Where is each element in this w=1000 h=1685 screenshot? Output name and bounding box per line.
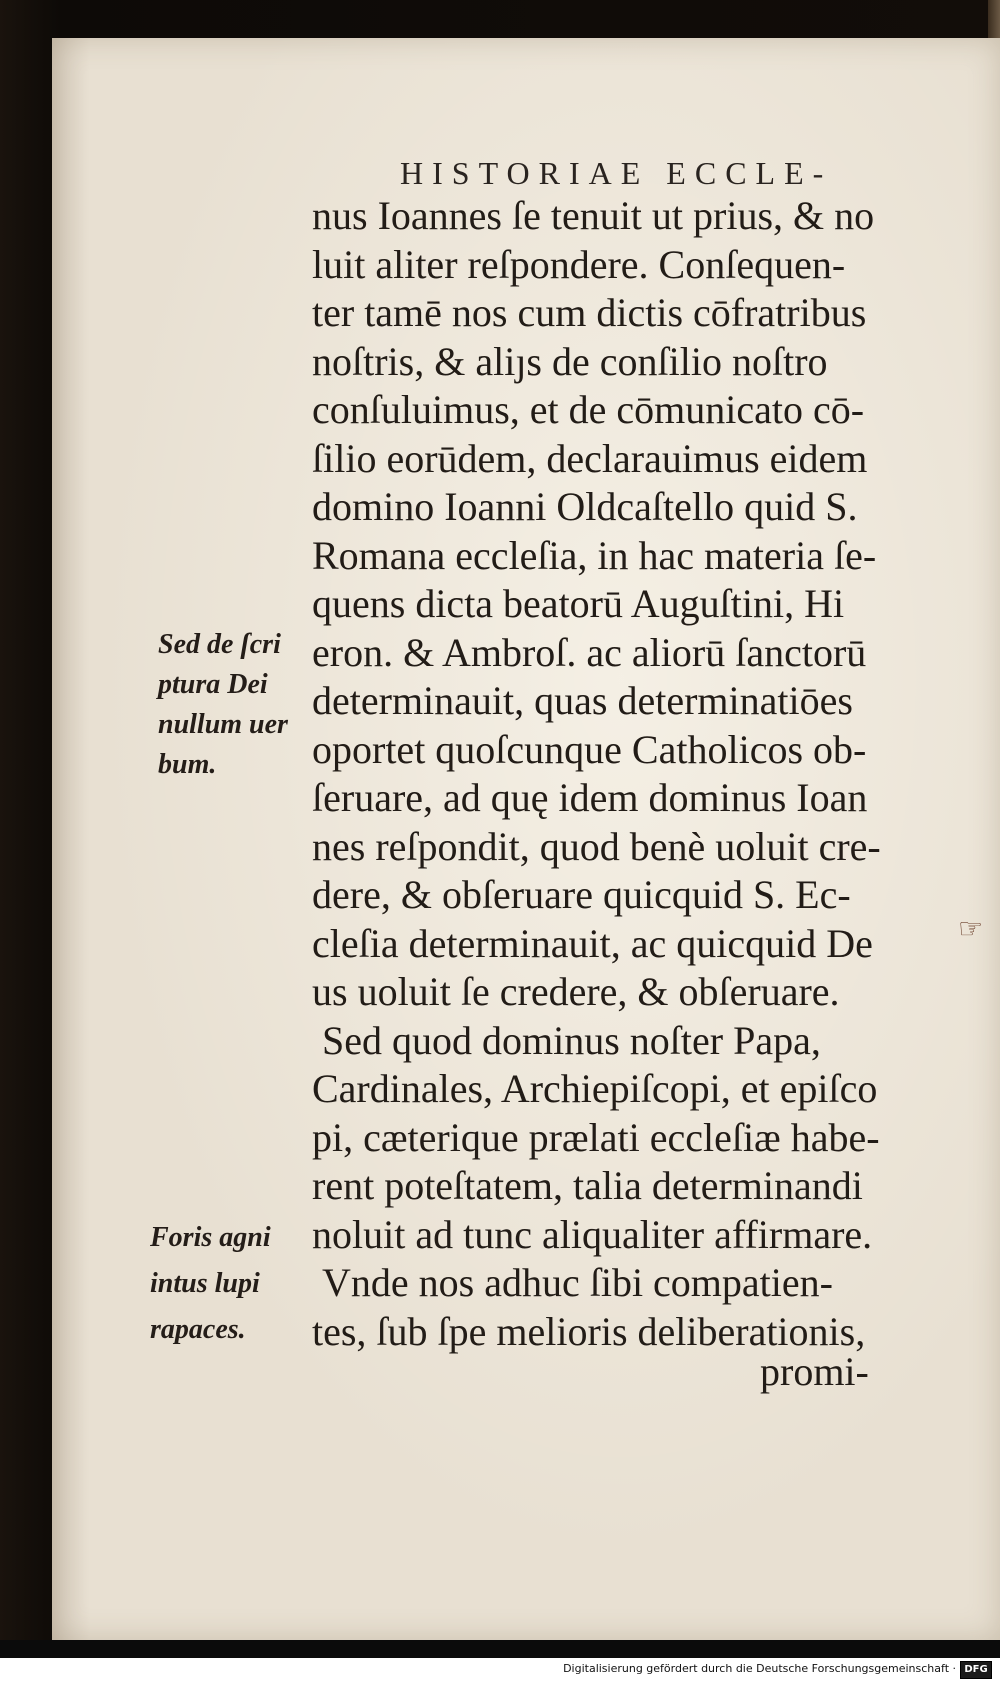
text-line: tes, ſub ſpe melioris deliberationis, bbox=[312, 1308, 866, 1354]
text-line: eron. & Ambroſ. ac aliorū ſanctorū bbox=[312, 629, 867, 675]
text-line: quens dicta beatorū Auguſtini, Hi bbox=[312, 581, 845, 626]
text-line: Vnde nos adhuc ſibi compatien- bbox=[322, 1260, 833, 1305]
hand-pointer-icon: ☞ bbox=[958, 912, 984, 945]
text-line: Cardinales, Archiepiſcopi, et epiſco bbox=[312, 1066, 878, 1111]
text-line: nus Ioannes ſe tenuit ut prius, & no bbox=[312, 193, 875, 238]
text-line: determinauit, quas determinatiōes bbox=[312, 678, 853, 723]
text-line: conſuluimus, et de cōmunicato cō- bbox=[312, 387, 865, 432]
text-line: nes reſpondit, quod benè uoluit cre- bbox=[312, 823, 881, 869]
text-line: ſilio eorūdem, declarauimus eidem bbox=[312, 435, 868, 481]
marginal-note bbox=[150, 1215, 271, 1353]
body-text bbox=[312, 192, 952, 1356]
text-line: ſeruare, ad quę idem dominus Ioan bbox=[312, 775, 868, 820]
dfg-logo: DFG bbox=[960, 1661, 992, 1679]
text-line: noluit ad tunc aliqualiter affirmare. bbox=[312, 1211, 873, 1257]
marginal-note-line: rapaces. bbox=[150, 1314, 246, 1345]
text-line: ter tamē nos cum dictis cōfratribus bbox=[312, 290, 867, 335]
text-line: oportet quoſcunque Catholicos ob- bbox=[312, 726, 867, 772]
text-line: us uoluit ſe credere, & obſeruare. bbox=[312, 969, 840, 1014]
marginal-note-line: Foris agni bbox=[150, 1222, 271, 1253]
marginal-note-line: intus lupi bbox=[150, 1268, 260, 1299]
text-line: cleſia determinauit, ac quicquid De bbox=[312, 920, 873, 966]
marginal-note-line: bum. bbox=[158, 749, 217, 780]
text-line: pi, cæterique prælati eccleſiæ habe- bbox=[312, 1114, 880, 1160]
marginal-note-line: Sed de ſcri bbox=[158, 629, 281, 660]
text-line: noſtris, & aliȷs de conſilio noſtro bbox=[312, 338, 828, 384]
marginal-note-line: ptura Dei bbox=[158, 669, 268, 700]
text-line: Romana eccleſia, in hac materia ſe- bbox=[312, 532, 877, 578]
text-line: rent poteſtatem, talia determinandi bbox=[312, 1163, 863, 1208]
marginal-note-line: nullum uer bbox=[158, 709, 288, 740]
text-line: dere, & obſeruare quicquid S. Ec- bbox=[312, 872, 851, 917]
funding-credit: Digitalisierung gefördert durch die Deutsche Forschungsgemeinschaft · bbox=[563, 1662, 956, 1675]
text-line: domino Ioanni Oldcaſtello quid S. bbox=[312, 484, 858, 529]
footer-bar bbox=[0, 1658, 1000, 1685]
text-line: Sed quod dominus noſter Papa, bbox=[322, 1017, 821, 1063]
running-head: HISTORIAE ECCLE- bbox=[400, 155, 833, 191]
text-line: luit aliter reſpondere. Conſequen- bbox=[312, 241, 846, 287]
catchword: promi- bbox=[760, 1349, 869, 1394]
marginal-note bbox=[158, 625, 288, 785]
